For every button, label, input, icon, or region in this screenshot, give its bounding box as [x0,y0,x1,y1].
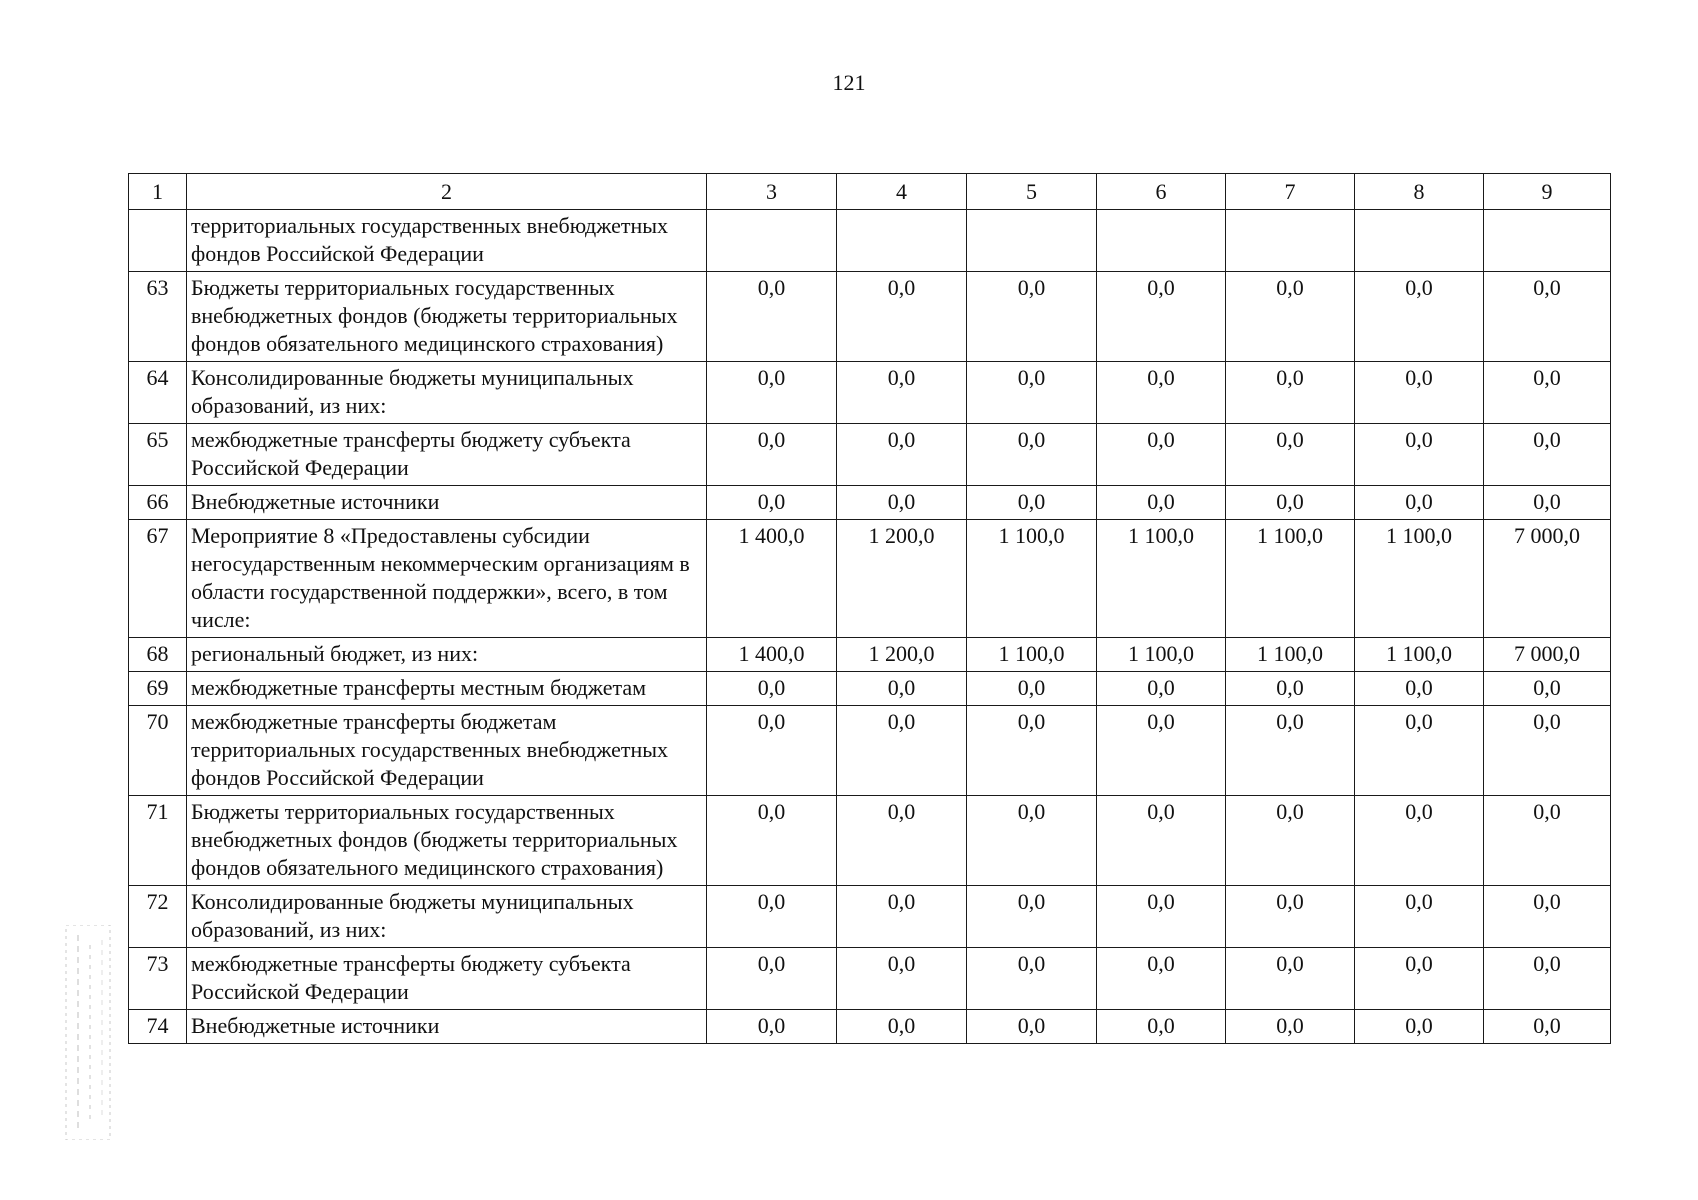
row-value: 0,0 [1226,272,1355,362]
row-description: Бюджеты территориальных государственных внебюджетных фондов (бюджеты территориальных фондов обязательного медицинского страхования) [187,796,707,886]
row-value: 1 100,0 [967,638,1097,672]
row-value: 0,0 [707,796,837,886]
header-row [129,174,1611,210]
row-number: 68 [129,638,187,672]
row-value: 0,0 [1484,486,1611,520]
table-row [129,948,1611,1010]
table-row [129,1010,1611,1044]
budget-table [128,173,1611,1044]
table-row [129,272,1611,362]
row-value: 0,0 [1484,796,1611,886]
row-value: 0,0 [837,486,967,520]
row-number [129,210,187,272]
row-number: 66 [129,486,187,520]
row-value: 0,0 [1484,886,1611,948]
row-value: 7 000,0 [1484,638,1611,672]
row-value: 0,0 [837,948,967,1010]
row-value: 0,0 [1226,424,1355,486]
row-number: 73 [129,948,187,1010]
row-value: 0,0 [1484,272,1611,362]
row-value: 0,0 [967,886,1097,948]
row-value: 0,0 [707,486,837,520]
row-description: Внебюджетные источники [187,1010,707,1044]
row-value: 0,0 [1097,424,1226,486]
row-value: 0,0 [1097,706,1226,796]
row-value: 0,0 [967,362,1097,424]
row-value: 0,0 [1484,424,1611,486]
row-value: 0,0 [1355,706,1484,796]
row-number: 69 [129,672,187,706]
row-description: Консолидированные бюджеты муниципальных образований, из них: [187,362,707,424]
row-value [1097,210,1226,272]
row-number: 70 [129,706,187,796]
row-value: 0,0 [1355,362,1484,424]
row-value: 0,0 [707,272,837,362]
row-value: 0,0 [1226,706,1355,796]
row-number: 74 [129,1010,187,1044]
row-value: 0,0 [967,424,1097,486]
row-value: 0,0 [707,706,837,796]
row-value: 0,0 [1484,948,1611,1010]
row-value: 0,0 [1226,1010,1355,1044]
table-row [129,210,1611,272]
row-value: 0,0 [1097,1010,1226,1044]
table-row [129,796,1611,886]
row-value: 0,0 [1226,796,1355,886]
row-value: 0,0 [967,272,1097,362]
row-value: 1 400,0 [707,638,837,672]
row-value: 0,0 [1355,424,1484,486]
faint-stamp-mark [60,925,112,1140]
row-description: межбюджетные трансферты местным бюджетам [187,672,707,706]
row-description: межбюджетные трансферты бюджету субъекта Российской Федерации [187,424,707,486]
row-value: 1 100,0 [967,520,1097,638]
row-value: 0,0 [837,1010,967,1044]
row-value: 0,0 [1355,486,1484,520]
row-value: 0,0 [707,672,837,706]
column-header: 2 [187,174,707,210]
row-value: 0,0 [1355,948,1484,1010]
row-value: 0,0 [1355,796,1484,886]
row-value: 0,0 [1097,796,1226,886]
column-header: 3 [707,174,837,210]
row-value: 0,0 [1097,672,1226,706]
row-description: Консолидированные бюджеты муниципальных образований, из них: [187,886,707,948]
row-value [1226,210,1355,272]
row-value: 1 100,0 [1226,520,1355,638]
row-description: межбюджетные трансферты бюджету субъекта Российской Федерации [187,948,707,1010]
row-value: 0,0 [837,706,967,796]
table-row [129,486,1611,520]
table-row [129,886,1611,948]
row-description: межбюджетные трансферты бюджетам территориальных государственных внебюджетных фондов Российской Федерации [187,706,707,796]
row-value: 1 400,0 [707,520,837,638]
table-row [129,638,1611,672]
column-header: 5 [967,174,1097,210]
table-row [129,424,1611,486]
row-value: 0,0 [707,1010,837,1044]
row-value: 1 100,0 [1097,520,1226,638]
row-description: территориальных государственных внебюджетных фондов Российской Федерации [187,210,707,272]
row-value: 0,0 [837,796,967,886]
row-description: Мероприятие 8 «Предоставлены субсидии негосударственным некоммерческим организациям в области государственной поддержки», всего, в том числе: [187,520,707,638]
row-number: 63 [129,272,187,362]
row-value: 7 000,0 [1484,520,1611,638]
column-header: 4 [837,174,967,210]
row-value: 0,0 [1226,672,1355,706]
row-value [707,210,837,272]
row-number: 72 [129,886,187,948]
row-value: 0,0 [1226,886,1355,948]
row-number: 65 [129,424,187,486]
row-value: 0,0 [1097,272,1226,362]
row-number: 67 [129,520,187,638]
row-value: 1 100,0 [1226,638,1355,672]
row-value: 0,0 [1226,486,1355,520]
row-value: 0,0 [1484,672,1611,706]
row-number: 71 [129,796,187,886]
row-value: 0,0 [707,362,837,424]
table-row [129,672,1611,706]
row-value: 0,0 [1355,1010,1484,1044]
row-value: 0,0 [967,672,1097,706]
page-number: 121 [832,70,866,95]
row-value: 0,0 [967,486,1097,520]
row-value: 0,0 [707,948,837,1010]
row-value: 0,0 [837,272,967,362]
row-value: 0,0 [707,886,837,948]
row-value [837,210,967,272]
row-value: 0,0 [1097,362,1226,424]
row-value: 1 200,0 [837,638,967,672]
column-header: 9 [1484,174,1611,210]
row-value: 0,0 [967,796,1097,886]
column-header: 6 [1097,174,1226,210]
row-description: Бюджеты территориальных государственных внебюджетных фондов (бюджеты территориальных фондов обязательного медицинского страхования) [187,272,707,362]
row-value: 0,0 [1097,486,1226,520]
table-row [129,706,1611,796]
table-row [129,520,1611,638]
row-value [1355,210,1484,272]
row-value: 0,0 [1484,362,1611,424]
column-header: 8 [1355,174,1484,210]
row-value: 0,0 [707,424,837,486]
row-value: 0,0 [837,886,967,948]
row-value: 0,0 [1484,1010,1611,1044]
row-value: 0,0 [1355,886,1484,948]
row-value: 0,0 [967,706,1097,796]
row-value: 0,0 [837,424,967,486]
row-value: 0,0 [1355,672,1484,706]
table-row [129,362,1611,424]
row-value [1484,210,1611,272]
row-value: 0,0 [1097,886,1226,948]
row-description: региональный бюджет, из них: [187,638,707,672]
row-value: 0,0 [967,1010,1097,1044]
row-number: 64 [129,362,187,424]
row-value: 1 200,0 [837,520,967,638]
column-header: 7 [1226,174,1355,210]
row-value: 0,0 [967,948,1097,1010]
row-value: 1 100,0 [1097,638,1226,672]
row-description: Внебюджетные источники [187,486,707,520]
row-value: 0,0 [1226,362,1355,424]
row-value: 0,0 [837,362,967,424]
row-value: 0,0 [837,672,967,706]
row-value: 1 100,0 [1355,520,1484,638]
row-value [967,210,1097,272]
row-value: 0,0 [1226,948,1355,1010]
row-value: 1 100,0 [1355,638,1484,672]
row-value: 0,0 [1484,706,1611,796]
row-value: 0,0 [1355,272,1484,362]
column-header: 1 [129,174,187,210]
row-value: 0,0 [1097,948,1226,1010]
